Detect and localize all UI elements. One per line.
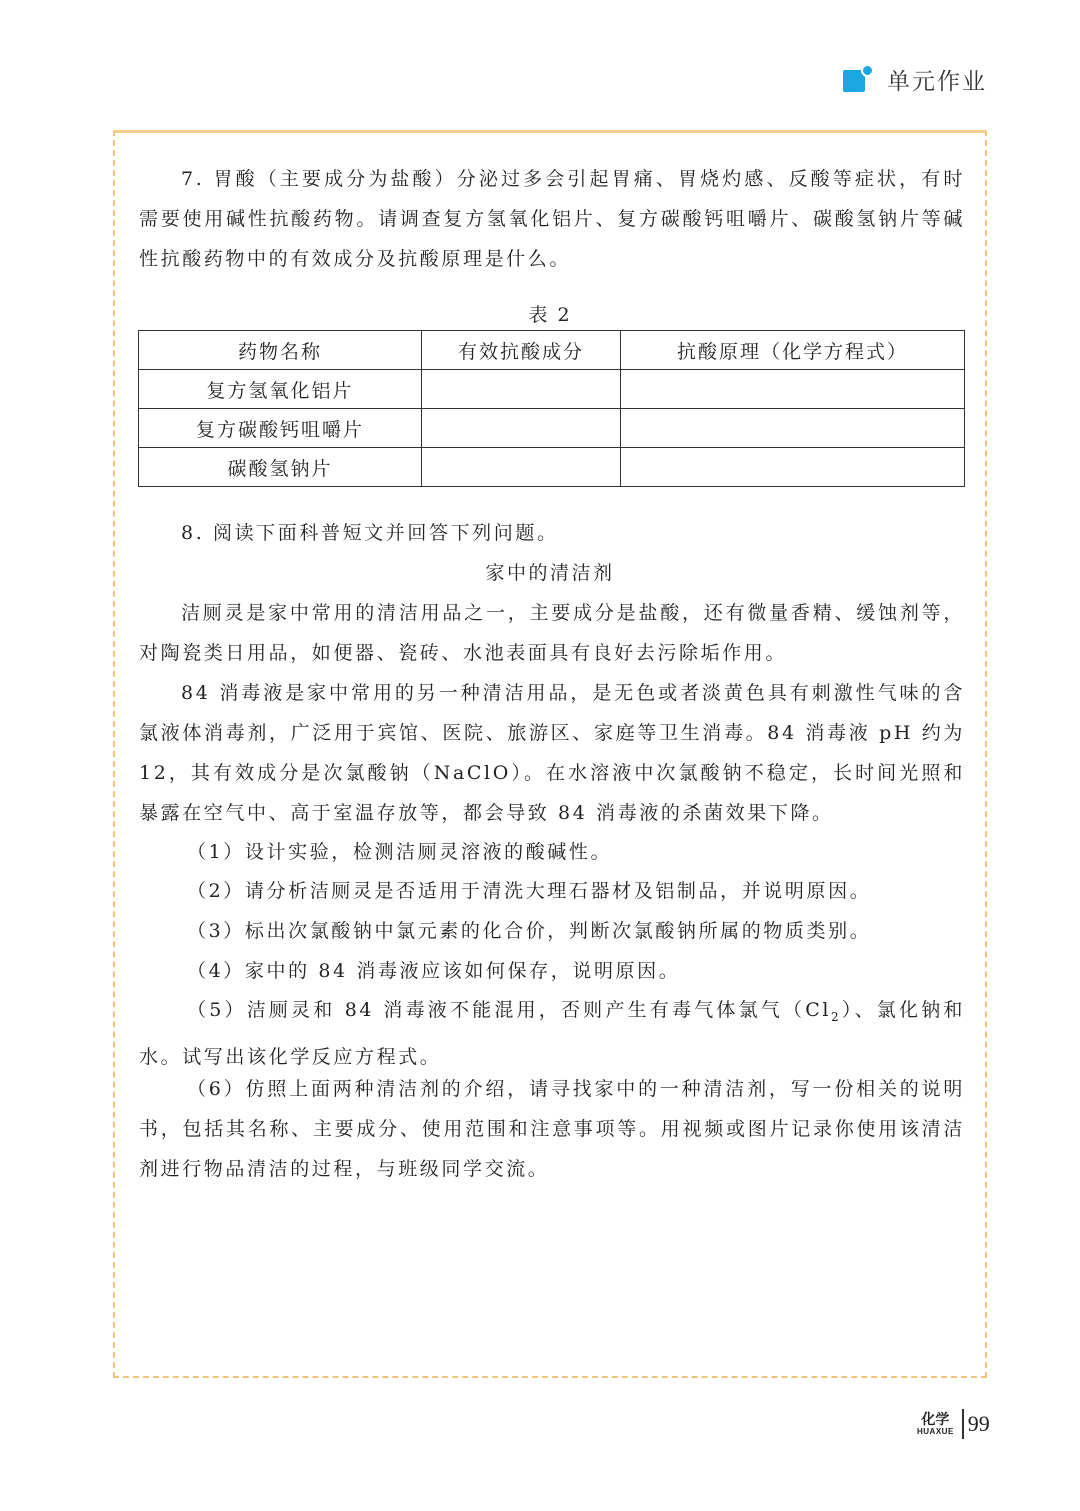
table-cell <box>422 370 621 409</box>
table-header-row <box>139 331 965 370</box>
table-cell: 复方氢氧化铝片 <box>139 370 422 409</box>
table-cell <box>422 409 621 448</box>
question-8-intro: 8. 阅读下面科普短文并回答下列问题。 <box>181 522 559 544</box>
table-header-cell: 有效抗酸成分 <box>422 331 621 370</box>
page-footer <box>917 1409 990 1439</box>
table-cell <box>621 448 965 487</box>
unit-header <box>843 62 987 96</box>
table-cell <box>621 370 965 409</box>
table-header-cell: 药物名称 <box>139 331 422 370</box>
page-number: 99 <box>967 1411 990 1436</box>
subject-name: 化学 <box>921 1411 950 1428</box>
table-header-cell: 抗酸原理（化学方程式） <box>621 331 965 370</box>
antacid-table <box>138 330 965 487</box>
table-caption: 表 2 <box>528 304 572 326</box>
subject-pinyin: HUAXUE <box>917 1426 954 1436</box>
subquestion-2: （2）请分析洁厕灵是否适用于清洗大理石器材及铝制品，并说明原因。 <box>187 880 872 902</box>
subquestion-3: （3）标出次氯酸钠中氯元素的化合价，判断次氯酸钠所属的物质类别。 <box>187 920 872 942</box>
subquestion-1: （1）设计实验，检测洁厕灵溶液的酸碱性。 <box>187 841 613 863</box>
table-row <box>139 448 965 487</box>
subquestion-5 <box>139 990 965 1077</box>
table-cell <box>422 448 621 487</box>
article-paragraph-1: 洁厕灵是家中常用的清洁用品之一，主要成分是盐酸，还有微量香精、缓蚀剂等，对陶瓷类日用品，如便器、瓷砖、水池表面具有良好去污除垢作用。 <box>139 602 965 664</box>
chlorine-subscript: 2 <box>831 1009 842 1024</box>
table-cell: 碳酸氢钠片 <box>139 448 422 487</box>
subquestion-5-text-end: ）、氯化钠和水。试写出该化学反应方程式。 <box>139 999 965 1068</box>
subquestion-6: （6）仿照上面两种清洁剂的介绍，请寻找家中的一种清洁剂，写一份相关的说明书，包括其名称、主要成分、使用范围和注意事项等。用视频或图片记录你使用该清洁剂进行物品清洁的过程，与班级同学交流。 <box>139 1078 965 1180</box>
subquestion-4: （4）家中的 84 消毒液应该如何保存，说明原因。 <box>187 960 681 982</box>
article-paragraph-2: 84 消毒液是家中常用的另一种清洁用品，是无色或者淡黄色具有刺激性气味的含氯液体消毒剂，广泛用于宾馆、医院、旅游区、家庭等卫生消毒。84 消毒液 pH 约为 12，其有效成分是次氯酸钠（NaClO）。在水溶液中次氯酸钠不稳定，长时间光照和暴露在空气中、高于室温存放等，都会导致 84 消毒液的杀菌效果下降。 <box>139 682 965 824</box>
article-title: 家中的清洁剂 <box>485 562 615 584</box>
table-cell: 复方碳酸钙咀嚼片 <box>139 409 422 448</box>
table-cell <box>621 409 965 448</box>
question-7: 7. 胃酸（主要成分为盐酸）分泌过多会引起胃痛、胃烧灼感、反酸等症状，有时需要使用碱性抗酸药物。请调查复方氢氧化铝片、复方碳酸钙咀嚼片、碳酸氢钠片等碱性抗酸药物中的有效成分及抗酸原理是什么。 <box>139 168 965 270</box>
footer-divider <box>962 1409 964 1439</box>
unit-badge-icon <box>843 66 869 92</box>
subquestion-5-text: （5）洁厕灵和 84 消毒液不能混用，否则产生有毒气体氯气（Cl <box>187 999 832 1021</box>
section-title: 单元作业 <box>887 68 987 95</box>
subject-logo <box>917 1413 954 1436</box>
table-row <box>139 409 965 448</box>
table-row <box>139 370 965 409</box>
